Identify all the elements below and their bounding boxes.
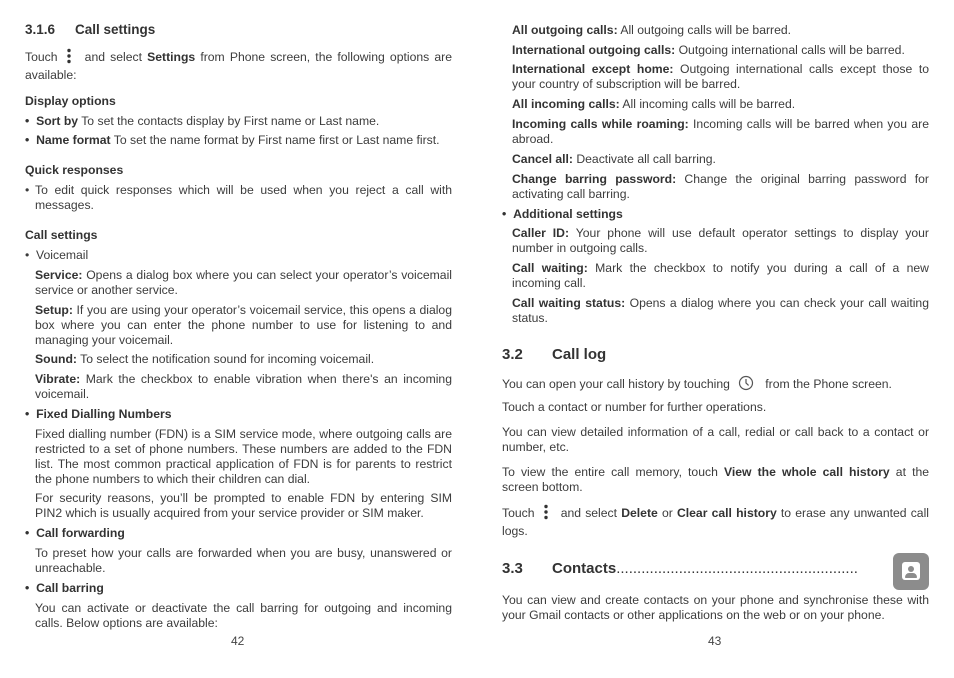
voicemail-item: • Voicemail — [25, 248, 89, 262]
cancel-all-paragraph: Cancel all: Deactivate all call barring. — [512, 152, 716, 166]
incoming-roaming-paragraph: Incoming calls while roaming: Incoming calls will be barred when you are abroad. — [512, 117, 929, 146]
more-vert-icon — [66, 48, 72, 68]
quick-responses-heading: Quick responses — [25, 163, 124, 177]
contacts-paragraph: You can view and create contacts on your phone and synchronise these with your Gmail contacts or other applications on the web or on your phone. — [502, 593, 929, 622]
section-heading-call-log: 3.2 Call log — [502, 346, 607, 363]
section-heading-call-settings — [25, 22, 452, 37]
setup-paragraph: Setup: If you are using your operator’s voicemail service, this opens a dialog box where you can enter the phone number to use for listening to and managing your voicemail. — [35, 303, 452, 347]
call-log-paragraph-3: You can view detailed information of a call, redial or call back to a contact or number, etc. — [502, 425, 929, 454]
call-forwarding-paragraph: To preset how your calls are forwarded when you are busy, unanswered or unreachable. — [35, 546, 452, 575]
call-log-paragraph-1: You can open your call history by touching from the Phone screen. — [502, 375, 929, 395]
section-number: 3.1.6 — [25, 22, 56, 37]
call-log-paragraph-5: Touch and select Delete or Clear call history to erase any unwanted call logs. — [502, 504, 929, 539]
call-waiting-status-paragraph: Call waiting status: Opens a dialog where you can check your call waiting status. — [512, 296, 929, 325]
quick-responses-item: • To edit quick responses which will be used when you reject a call with messages. — [25, 183, 452, 212]
call-forwarding-heading: • Call forwarding — [25, 526, 125, 540]
sound-paragraph: Sound: To select the notification sound for incoming voicemail. — [35, 352, 375, 366]
display-options-heading: Display options — [25, 94, 116, 108]
caller-id-paragraph: Caller ID: Your phone will use default operator settings to display your number in outgoing calls. — [512, 226, 929, 255]
all-incoming-paragraph: All incoming calls: All incoming calls will be barred. — [512, 97, 796, 111]
intl-outgoing-paragraph: International outgoing calls: Outgoing international calls will be barred. — [512, 43, 905, 57]
call-log-paragraph-4: To view the entire call memory, touch View the whole call history at the screen bottom. — [502, 465, 930, 494]
page-number-left: 42 — [231, 634, 245, 648]
call-settings-heading: Call settings — [25, 228, 98, 242]
page-number-right: 43 — [708, 634, 722, 648]
fdn-paragraph-1: Fixed dialling number (FDN) is a SIM service mode, where outgoing calls are restricted to a set of phone numbers. These numbers are added to the FDN list. The most common practical application of FDN is for parents to restrict the phone numbers to which their children can dial. — [35, 427, 452, 486]
contacts-icon — [893, 553, 929, 590]
call-log-paragraph-2: Touch a contact or number for further operations. — [502, 400, 767, 414]
call-barring-paragraph: You can activate or deactivate the call barring for outgoing and incoming calls. Below options are available: — [35, 601, 452, 630]
vibrate-paragraph: Vibrate: Mark the checkbox to enable vibration when there's an incoming voicemail. — [35, 372, 452, 401]
call-waiting-paragraph: Call waiting: Mark the checkbox to notify you during a call of a new incoming call. — [512, 261, 929, 290]
all-outgoing-paragraph: All outgoing calls: All outgoing calls will be barred. — [512, 23, 792, 37]
section-heading-contacts: 3.3 Contacts.......................................................... — [502, 561, 858, 576]
service-paragraph: Service: Opens a dialog box where you can select your operator’s voicemail service or another service. — [35, 268, 452, 297]
call-barring-heading: • Call barring — [25, 581, 104, 595]
fdn-heading: • Fixed Dialling Numbers — [25, 407, 172, 421]
fdn-paragraph-2: For security reasons, you’ll be prompted to enable FDN by entering SIM PIN2 which is usually acquired from your service provider or SIM maker. — [35, 491, 452, 520]
more-vert-icon — [543, 504, 549, 524]
change-password-paragraph: Change barring password: Change the original barring password for activating call barring. — [512, 172, 929, 201]
intro-paragraph: Touch and select Settings from Phone screen, the following options are available: — [25, 48, 452, 83]
intl-except-paragraph: International except home: Outgoing international calls except those to your country of subscription will be barred. — [512, 62, 929, 91]
name-format-item: • Name format To set the name format by First name first or Last name first. — [25, 133, 440, 147]
clock-icon — [738, 375, 754, 395]
sort-by-item: • Sort by To set the contacts display by First name or Last name. — [25, 114, 380, 128]
additional-settings-heading: • Additional settings — [502, 207, 623, 221]
section-title: Call settings — [75, 22, 156, 37]
